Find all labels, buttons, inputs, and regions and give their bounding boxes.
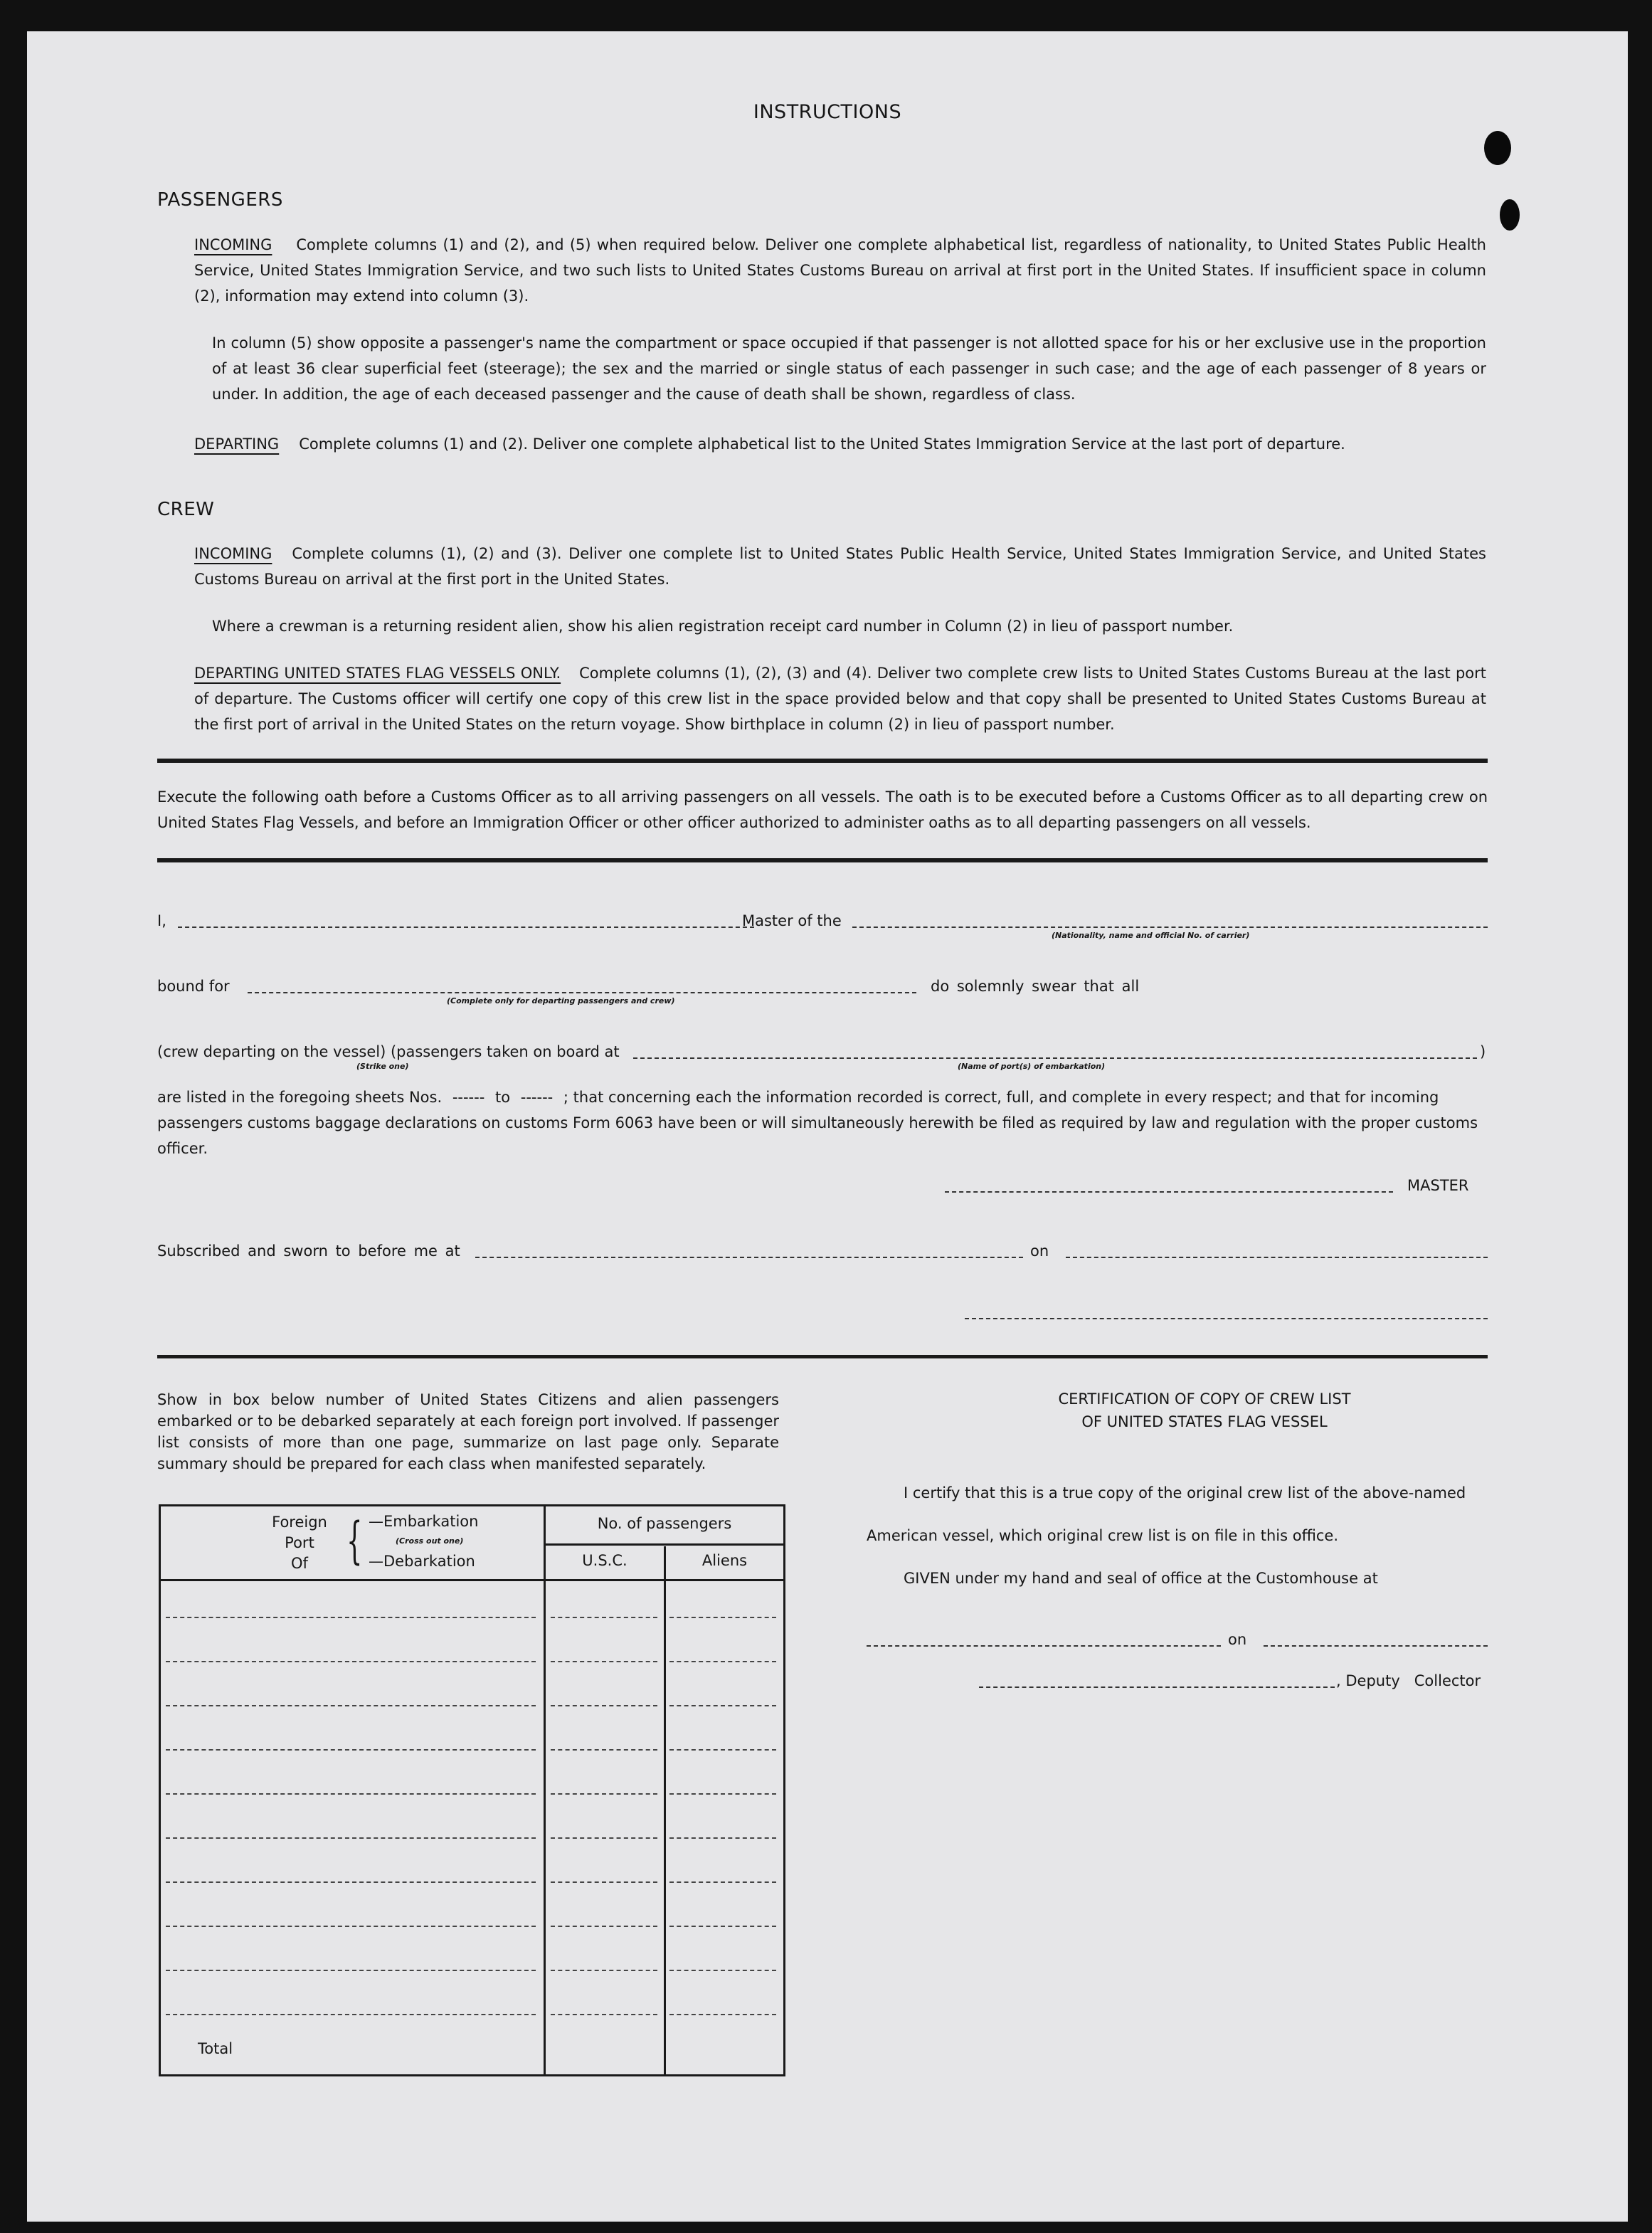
header-aliens: Aliens: [701, 1552, 748, 1569]
passengers-departing-label: DEPARTING: [194, 435, 280, 453]
aliens-cell[interactable]: [669, 1837, 776, 1839]
document-page: [27, 31, 1628, 2222]
crew-resident-paragraph: Where a crewman is a returning resident alien, show his alien registration receipt card number in Column (2) in lieu of passport number.: [212, 618, 1234, 635]
header-port: Port: [285, 1534, 314, 1551]
sworn-date-field[interactable]: [1066, 1257, 1488, 1258]
officer-signature-field[interactable]: [965, 1318, 1488, 1319]
passengers-incoming-label: INCOMING: [194, 236, 272, 253]
aliens-cell[interactable]: [669, 1705, 776, 1706]
port-cell[interactable]: [166, 1705, 536, 1706]
crew-incoming-text: Complete columns (1), (2) and (3). Deliver one complete list to United States Public Health Service, United States Immigration Service, and United States Customs Bureau on arrival at the first port in the United States.: [194, 545, 1486, 588]
header-foreign-port-of: [246, 1512, 353, 1574]
aliens-cell[interactable]: [669, 1661, 776, 1662]
listed-prefix: are listed in the foregoing sheets Nos.: [157, 1089, 443, 1106]
port-cell[interactable]: [166, 1617, 536, 1618]
crew-departing-label: DEPARTING UNITED STATES FLAG VESSELS ONLY.: [194, 665, 561, 682]
header-of: Of: [291, 1555, 308, 1572]
passengers-departing-text: Complete columns (1) and (2). Deliver one complete alphabetical list to the United States Immigration Service at the last port of departure.: [299, 435, 1345, 453]
debarkation-option[interactable]: —Debarkation: [369, 1553, 475, 1570]
bound-for-label: bound for: [157, 978, 230, 995]
aliens-cell[interactable]: [669, 1617, 776, 1618]
oath-intro: Execute the following oath before a Customs Officer as to all arriving passengers on all vessels. The oath is to be executed before a Customs Officer as to all departing crew on United States Flag Vessels, and before an Immigration Officer or other officer authorized to administer oaths as to all departing passengers on all vessels.: [157, 788, 1488, 831]
strike-one-note: (Strike one): [356, 1062, 409, 1071]
header-no-of-passengers: No. of passengers: [597, 1515, 732, 1532]
sheet-to-field[interactable]: ------: [520, 1089, 554, 1106]
page-title: INSTRUCTIONS: [753, 101, 902, 123]
table-row: [163, 1714, 781, 1758]
certify-on-label: on: [1228, 1631, 1247, 1648]
ink-spot: [1484, 131, 1511, 165]
table-row: [163, 1890, 781, 1934]
brace-icon: {: [346, 1511, 363, 1570]
bound-for-field[interactable]: [248, 992, 916, 993]
crew-heading: CREW: [157, 499, 215, 520]
passengers-departing-paragraph: [194, 431, 1486, 457]
usc-cell[interactable]: [551, 1881, 657, 1883]
summary-instructions: Show in box below number of United States Citizens and alien passengers embarked or to be debarked separately at each foreign port involved. If passenger list consists of more than one page, summarize on last page only. Separate summary should be prepared for each class when manifested separately.: [157, 1391, 779, 1472]
swear-label: do solemnly swear that all: [931, 978, 1140, 995]
master-signature-field[interactable]: [945, 1191, 1393, 1193]
complete-only-note: (Complete only for departing passengers and crew): [447, 996, 675, 1005]
table-row: [163, 1846, 781, 1890]
usc-cell[interactable]: [551, 2014, 657, 2015]
total-label: Total: [198, 2040, 233, 2057]
crew-departing-label: (crew departing on the vessel) (passengers taken on board at: [157, 1043, 620, 1060]
port-cell[interactable]: [166, 1749, 536, 1751]
table-divider: [544, 1543, 783, 1546]
usc-cell[interactable]: [551, 1970, 657, 1971]
crew-departing-text: Complete columns (1), (2), (3) and (4). Deliver two complete crew lists to United States Customs Bureau at the last port of departure. The Customs officer will certify one copy of this crew list in the space provided below and that copy shall be presented to United States Customs Bureau at the first port of arrival in the United States on the return voyage. Show birthplace in column (2) in lieu of passport number.: [194, 665, 1486, 733]
passengers-incoming-paragraph: [194, 232, 1486, 309]
certify-line1: I certify that this is a true copy of the original crew list of the above-named: [904, 1484, 1466, 1501]
header-usc: U.S.C.: [582, 1552, 628, 1569]
listed-paragraph: [157, 1084, 1488, 1161]
usc-cell[interactable]: [551, 1793, 657, 1795]
deputy-collector-label: , Deputy Collector: [1336, 1672, 1481, 1689]
aliens-cell[interactable]: [669, 1970, 776, 1971]
port-cell[interactable]: [166, 1837, 536, 1839]
usc-cell[interactable]: [551, 1617, 657, 1618]
embarkation-ports-field[interactable]: [633, 1057, 1477, 1059]
sworn-on-label: on: [1030, 1242, 1049, 1260]
sheet-from-field[interactable]: ------: [452, 1089, 485, 1106]
header-embarkation-options: [369, 1511, 478, 1572]
port-cell[interactable]: [166, 1793, 536, 1795]
cross-out-note: (Cross out one): [396, 1536, 464, 1546]
close-paren: ): [1480, 1043, 1486, 1060]
embarkation-option[interactable]: —Embarkation: [369, 1513, 479, 1530]
usc-cell[interactable]: [551, 1705, 657, 1706]
table-row: [163, 1758, 781, 1802]
divider-rule: [157, 759, 1488, 763]
table-row: [163, 1581, 781, 1625]
nationality-note: (Nationality, name and official No. of carrier): [1052, 931, 1250, 940]
usc-cell[interactable]: [551, 1749, 657, 1751]
certification-title-line1: CERTIFICATION OF COPY OF CREW LIST: [1058, 1390, 1351, 1408]
passenger-summary-table: [159, 1504, 785, 2076]
certification-title-line2: OF UNITED STATES FLAG VESSEL: [1081, 1413, 1328, 1430]
ports-note: (Name of port(s) of embarkation): [958, 1062, 1106, 1071]
master-name-field[interactable]: [178, 927, 754, 928]
carrier-field[interactable]: [852, 927, 1488, 928]
aliens-cell[interactable]: [669, 2014, 776, 2015]
certify-date-field[interactable]: [1264, 1645, 1488, 1647]
port-cell[interactable]: [166, 1661, 536, 1662]
passengers-incoming-text: Complete columns (1) and (2), and (5) when required below. Deliver one complete alphabetical list, regardless of nationality, to United States Public Health Service, United States Immigration Service, and two such lists to United States Customs Bureau on arrival at first port in the United States. If insufficient space in column (2), information may extend into column (3).: [194, 236, 1486, 305]
sworn-place-field[interactable]: [475, 1257, 1023, 1258]
divider-rule: [157, 858, 1488, 862]
ink-spot: [1500, 199, 1520, 231]
header-foreign: Foreign: [272, 1514, 327, 1531]
aliens-cell[interactable]: [669, 1793, 776, 1795]
master-label: MASTER: [1407, 1177, 1469, 1194]
passengers-heading: PASSENGERS: [157, 189, 283, 211]
deputy-signature-field[interactable]: [979, 1686, 1335, 1688]
listed-text: ; that concerning each the information recorded is correct, full, and complete in every respect; and that for incoming passengers customs baggage declarations on customs Form 6063 have been or will simultaneously herewith be filed as required by law and regulation with the proper customs officer.: [157, 1089, 1478, 1157]
aliens-cell[interactable]: [669, 1881, 776, 1883]
port-cell[interactable]: [166, 1970, 536, 1971]
certify-line3: GIVEN under my hand and seal of office at the Customhouse at: [904, 1570, 1378, 1587]
crew-departing-paragraph: [194, 660, 1486, 737]
certify-line2: American vessel, which original crew list is on file in this office.: [867, 1527, 1339, 1544]
to-label: to: [494, 1089, 511, 1106]
master-of-the-label: Master of the: [742, 912, 842, 929]
table-row: [163, 1978, 781, 2022]
customhouse-field[interactable]: [867, 1645, 1221, 1647]
usc-cell[interactable]: [551, 1837, 657, 1839]
oath-i-label: I,: [157, 912, 166, 929]
usc-cell[interactable]: [551, 1926, 657, 1927]
divider-rule: [157, 1355, 1488, 1358]
table-row: [163, 1934, 781, 1978]
table-row: [163, 1802, 781, 1846]
passengers-column5-paragraph: In column (5) show opposite a passenger's name the compartment or space occupied if that passenger is not allotted space for his or her exclusive use in the proportion of at least 36 clear superficial feet (steerage); the sex and the married or single status of each passenger in such case; and the age of each passenger of 8 years or under. In addition, the age of each deceased passenger and the cause of death shall be shown, regardless of class.: [212, 334, 1486, 403]
port-cell[interactable]: [166, 1881, 536, 1883]
certification-title: [902, 1388, 1507, 1433]
table-row: [163, 1625, 781, 1669]
subscribed-label: Subscribed and sworn to before me at: [157, 1242, 460, 1260]
port-cell[interactable]: [166, 1926, 536, 1927]
port-cell[interactable]: [166, 2014, 536, 2015]
usc-cell[interactable]: [551, 1661, 657, 1662]
aliens-cell[interactable]: [669, 1749, 776, 1751]
table-row: [163, 1669, 781, 1714]
crew-incoming-paragraph: [194, 541, 1486, 592]
aliens-cell[interactable]: [669, 1926, 776, 1927]
crew-incoming-label: INCOMING: [194, 545, 272, 562]
